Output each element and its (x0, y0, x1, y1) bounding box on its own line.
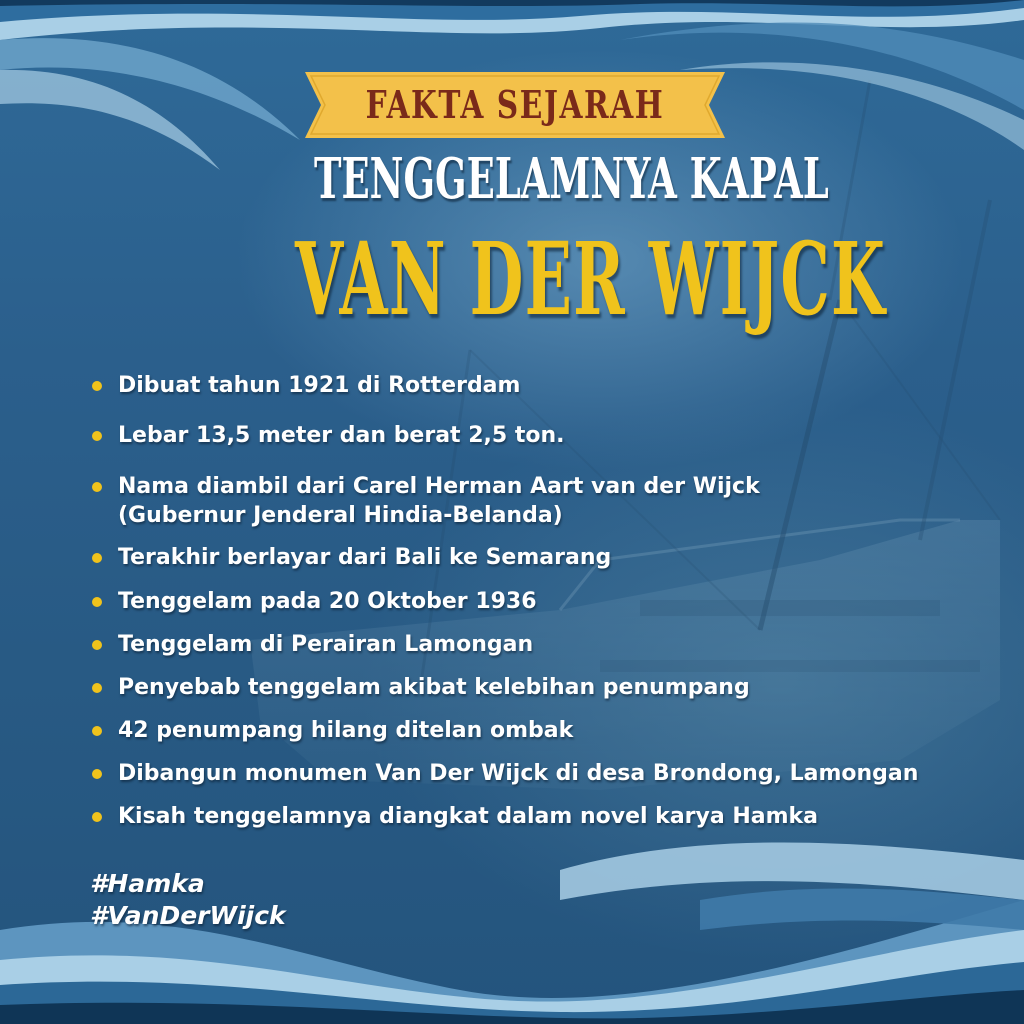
fact-text: Kisah tenggelamnya diangkat dalam novel karya Hamka (118, 804, 819, 829)
fact-text: Lebar 13,5 meter dan berat 2,5 ton. (118, 423, 565, 448)
fact-text: Terakhir berlayar dari Bali ke Semarang (118, 545, 612, 570)
title-banner (305, 72, 725, 144)
bullet-dot (92, 482, 102, 492)
fact-text: 42 penumpang hilang ditelan ombak (118, 718, 574, 743)
hashtags (90, 868, 490, 932)
bullet-dot (92, 381, 102, 391)
bullet-dot (92, 597, 102, 607)
fact-text: Tenggelam pada 20 Oktober 1936 (118, 589, 537, 614)
banner-label: FAKTA SEJARAH (365, 82, 665, 127)
fact-item (90, 631, 970, 659)
fact-text: Nama diambil dari Carel Herman Aart van der Wijck (118, 474, 760, 499)
fact-text: Tenggelam di Perairan Lamongan (118, 632, 534, 657)
bullet-dot (92, 812, 102, 822)
fact-item (90, 588, 970, 616)
fact-item (90, 473, 970, 501)
fact-text: Dibuat tahun 1921 di Rotterdam (118, 373, 521, 398)
bullet-dot (92, 553, 102, 563)
title-line-2: VAN DER WIJCK (295, 220, 887, 338)
hashtag-vanderwijck: #VanDerWijck (90, 901, 286, 930)
fact-item (90, 372, 970, 400)
title-line-1: TENGGELAMNYA KAPAL (314, 146, 829, 212)
fact-item-continued (90, 502, 970, 530)
fact-item (90, 544, 970, 572)
fact-item (90, 422, 970, 450)
fact-text: Penyebab tenggelam akibat kelebihan penumpang (118, 675, 750, 700)
bullet-dot (92, 726, 102, 736)
fact-text: (Gubernur Jenderal Hindia-Belanda) (118, 503, 563, 528)
bullet-dot (92, 431, 102, 441)
bullet-dot (92, 769, 102, 779)
bullet-dot (92, 683, 102, 693)
fact-text: Dibangun monumen Van Der Wijck di desa Brondong, Lamongan (118, 761, 919, 786)
fact-item (90, 803, 970, 831)
fact-item (90, 674, 970, 702)
fact-item (90, 760, 970, 788)
fact-item (90, 717, 970, 745)
bullet-dot (92, 640, 102, 650)
hashtag-hamka: #Hamka (90, 869, 205, 898)
